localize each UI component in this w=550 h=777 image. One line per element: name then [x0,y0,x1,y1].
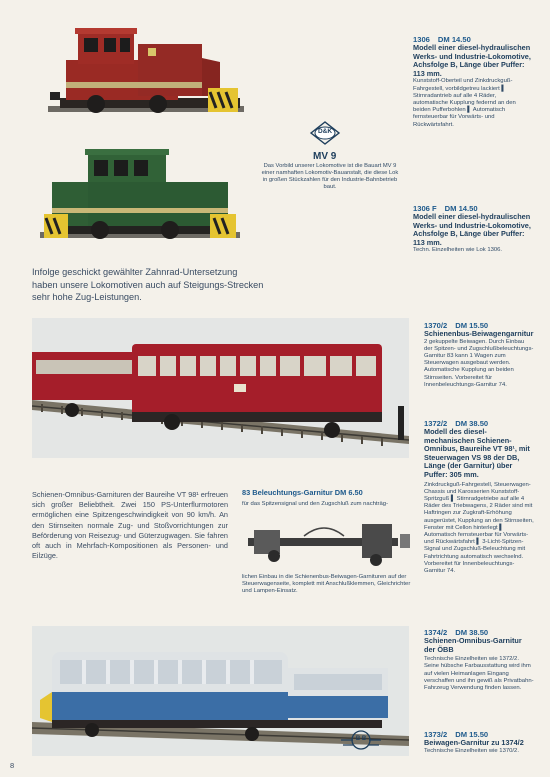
item-83-text-bottom: lichen Einbau in die Schienenbus-Beiwagen-Garnituren auf der Steuerwagenseite, komplett mit Anschlußklemmen, Gleichrichter und Lampen-Einsatz. [242,574,411,595]
page-number: 8 [10,761,15,770]
product-1370-2-price: DM 15.50 [455,321,489,330]
product-1306 [413,35,531,129]
product-1306-number: 1306 [413,35,430,44]
product-1306f-headline: Modell einer diesel-hydraulischen Werks- und Industrie-Lokomotive, Achsfolge B, Länge über Puffer: 113 mm. [413,212,531,247]
product-1374-2-number: 1374/2 [424,628,448,637]
product-1372-2-headline: Modell des diesel-mechanischen Schienen-Omnibus, Baureihe VT 98¹, mit Steuerwagen VS 98 der DB, Länge (der Garnitur) über Puffer: 305 mm. [424,427,530,479]
product-1370-2-body: 2 gekuppelte Beiwagen. Durch Einbau der Spitzen- und Zugschlußbeleuchtungs-Garnitur 83 kann 1 Wagen zum Steuerwagen ausgebaut werden. Automatische Kupplung an beiden Stirnseiten. Vorbereitet für Innenbeleuchtungs-Garnitur 74. [424,338,534,388]
product-1306f-body: Techn. Einzelheiten wie Lok 1306. [413,247,503,254]
product-1373-2 [424,730,534,755]
mv9-title: MV 9 [313,151,337,162]
loco-1306f-image [30,146,248,248]
product-1373-2-number: 1373/2 [424,730,448,739]
product-1372-2-price: DM 38.50 [455,419,489,428]
product-1306f [413,204,531,255]
product-1373-2-price: DM 15.50 [455,730,489,739]
item-83-title: 83 Beleuchtungs-Garnitur DM 6.50 [242,488,363,497]
product-1373-2-body: Technische Einzelheiten wie 1370/2. [424,747,519,754]
railbus-db-image [32,318,409,458]
product-1372-2-number: 1372/2 [424,419,448,428]
product-1306-price: DM 14.50 [437,35,471,44]
obb-logo-text: B B [355,736,367,742]
lead-text: Infolge geschickt gewählter Zahnrad-Untersetzung haben unsere Lokomotiven auch auf Steigungs-Strecken sehr hohe Zug-Leistungen. [32,267,264,303]
product-1374-2 [424,628,534,692]
product-1372-2-body: Zinkdruckguß-Fahrgestell, Steuerwagen-Chassis und Karosserien Kunststoff-Spritzguß ▌ Stirnradgetriebe auf alle 4 Räder des Triebwagens, 2 Räder sind mit Haftringen zur Zugkraft-Erhöhung ausgerüstet, Kupplung an den Stirnseiten, Fenster mit Cellon hinterlegt ▌ Automatisch fernsteuerbar für Vorwärts- und Rückwärtsfahrt ▌ 3-Licht-Spitzen-Signal und Zugschluß-Beleuchtung mit Fahrtrichtung automatisch wechselnd. Vorbereitet für Innenbeleuchtungs-Garnitur 74. [424,481,534,574]
obb-logo [339,728,383,752]
product-1370-2 [424,321,534,389]
product-1372-2 [424,419,534,575]
schienenbus-paragraph: Schienen-Omnibus-Garnituren der Baureihe VT 98¹ erfreuen sich großer Beliebtheit. Zwei 150 PS-Unterflurmotoren ermöglichen eine Spitzengeschwindigkeit von 90 km/h. An den Stirnseiten normale Zug- und Stoßvorrichtungen zur Beförderung von Reisezug- und Güterzugwagen. Sie fahren oft auch in Mehrfach-Kompositionen als Personen- und Eilzüge. [32,490,228,561]
product-1370-2-number: 1370/2 [424,321,448,330]
mv9-caption: Das Vorbild unserer Lokomotive ist die Bauart MV 9 einer namhaften Lokomotiv-Bauanstalt, die diese Lok in großen Stückzahlen für den Industrie-Bahnbetrieb baut. [261,163,399,191]
dak-logo-text: D&K [317,128,333,135]
product-1374-2-price: DM 38.50 [455,628,489,637]
product-1306-headline: Modell einer diesel-hydraulischen Werks- und Industrie-Lokomotive, Achsfolge B, Länge über Puffer: 113 mm. [413,43,531,78]
product-1373-2-headline: Beiwagen-Garnitur zu 1374/2 [424,738,524,747]
product-1306-body: Kunststoff-Oberteil und Zinkdruckguß-Fahrgestell, vorbildgetreu lackiert ▌ Stirnradantrieb auf alle 4 Räder, automatische Kupplung federnd an den beiden Pufferbohlen ▌ Automatisch fernsteuerbar für Vorwärts- und Rückwärtsfahrt. [413,78,516,128]
lighting-kit-image [244,512,414,572]
loco-1306-image [38,22,250,122]
product-1374-2-body: Technische Einzelheiten wie 1372/2. Seine hübsche Farbausstattung wird ihm auf vielen Heimanlagen Eingang verschaffen und ihn gewiß als Privatbahn-Fahrzeug Verwendung finden lassen. [424,656,534,691]
product-1370-2-headline: Schienenbus-Beiwagengarnitur [424,329,534,338]
product-1306f-number: 1306 F [413,204,437,213]
dak-logo [307,120,343,146]
product-1374-2-headline: Schienen-Omnibus-Garnitur der ÖBB [424,636,522,654]
item-83-text-top: für das Spitzensignal und den Zugschluß zum nachträg- [242,501,389,507]
product-1306f-price: DM 14.50 [444,204,478,213]
